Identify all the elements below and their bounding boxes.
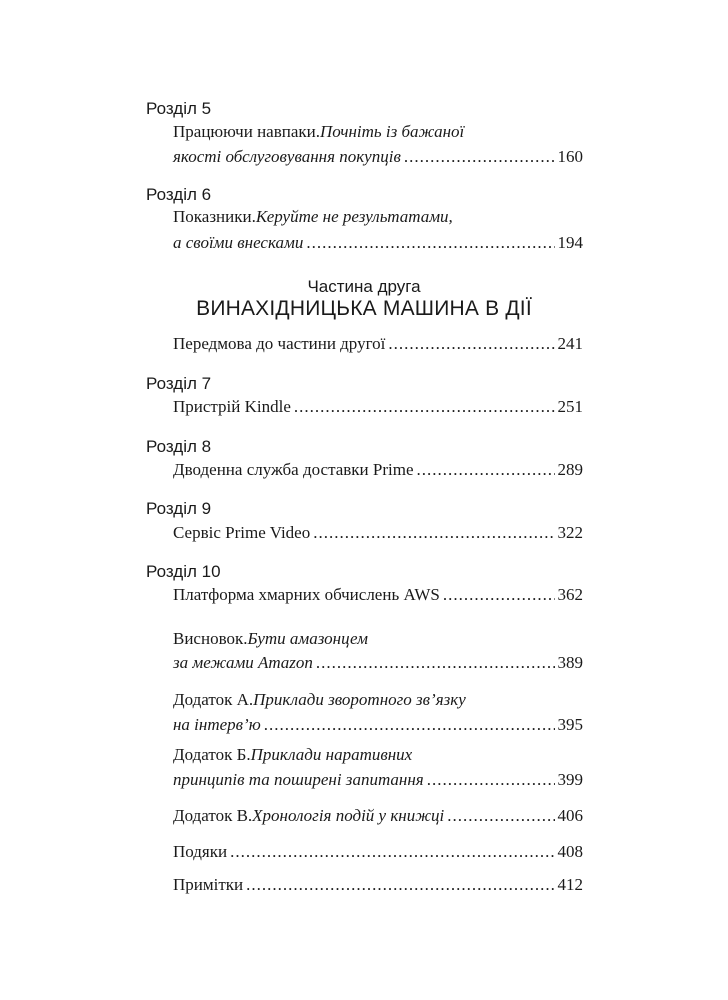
appendix-a-page: 395 — [557, 715, 583, 734]
chapter-7-label: Розділ 7 — [146, 374, 212, 393]
chapter-5-subtitle-1: Почніть із бажаної — [320, 122, 465, 141]
chapter-5-entry[interactable] — [173, 146, 583, 168]
dot-leader — [306, 232, 554, 254]
dot-leader — [404, 146, 555, 168]
dot-leader — [264, 714, 555, 736]
appendix-b-entry[interactable] — [173, 769, 583, 791]
part-two-title: ВИНАХІДНИЦЬКА МАШИНА В ДІЇ — [196, 297, 532, 320]
thanks-entry[interactable] — [173, 841, 583, 863]
chapter-5-title-line[interactable] — [173, 121, 583, 143]
thanks-title: Подяки — [173, 842, 228, 861]
chapter-7-entry[interactable] — [173, 396, 583, 418]
part-two-label: Частина друга — [307, 277, 421, 296]
chapter-7-page: 251 — [557, 397, 583, 416]
appendix-a-subtitle-2: на інтерв’ю — [173, 715, 261, 734]
chapter-8-title: Дводенна служба доставки Prime — [173, 460, 414, 479]
dot-leader — [230, 841, 554, 863]
chapter-6-page: 194 — [557, 233, 583, 252]
preface-page: 241 — [557, 334, 583, 353]
conclusion-entry[interactable] — [173, 652, 583, 674]
dot-leader — [443, 584, 555, 606]
dot-leader — [447, 805, 554, 827]
appendix-v-title: Додаток В. — [173, 806, 253, 825]
appendix-a-entry[interactable] — [173, 714, 583, 736]
dot-leader — [388, 333, 554, 355]
chapter-10-entry[interactable] — [173, 584, 583, 606]
preface-title: Передмова до частини другої — [173, 334, 386, 353]
appendix-a-title: Додаток А. — [173, 690, 254, 709]
chapter-9-entry[interactable] — [173, 522, 583, 544]
chapter-6-title-line[interactable] — [173, 206, 583, 228]
notes-title: Примітки — [173, 875, 244, 894]
chapter-7-title: Пристрій Kindle — [173, 397, 291, 416]
dot-leader — [427, 769, 555, 791]
chapter-5-label: Розділ 5 — [146, 99, 212, 118]
appendix-b-title-line[interactable] — [173, 744, 583, 766]
chapter-6-subtitle-2: а своїми внесками — [173, 233, 304, 252]
dot-leader — [246, 874, 554, 896]
thanks-page: 408 — [557, 842, 583, 861]
chapter-8-entry[interactable] — [173, 459, 583, 481]
chapter-9-title: Сервіс Prime Video — [173, 523, 311, 542]
preface-entry[interactable] — [173, 333, 583, 355]
chapter-8-page: 289 — [557, 460, 583, 479]
appendix-b-page: 399 — [557, 770, 583, 789]
chapter-5-subtitle-2: якості обслуговування покупців — [173, 147, 401, 166]
appendix-b-subtitle-1: Приклади наративних — [250, 745, 413, 764]
conclusion-subtitle-1: Бути амазонцем — [247, 629, 368, 648]
conclusion-title-line[interactable] — [173, 628, 583, 650]
chapter-6-title: Показники. — [173, 207, 256, 226]
dot-leader — [316, 652, 555, 674]
appendix-v-subtitle: Хронологія подій у книжці — [252, 806, 445, 825]
appendix-a-title-line[interactable] — [173, 689, 583, 711]
conclusion-page: 389 — [557, 653, 583, 672]
dot-leader — [313, 522, 554, 544]
chapter-9-page: 322 — [557, 523, 583, 542]
appendix-a-subtitle-1: Приклади зворотного зв’язку — [253, 690, 466, 709]
chapter-5-page: 160 — [557, 147, 583, 166]
dot-leader — [294, 396, 555, 418]
chapter-6-subtitle-1: Керуйте не результатами, — [255, 207, 453, 226]
notes-page: 412 — [557, 875, 583, 894]
appendix-v-page: 406 — [557, 806, 583, 825]
chapter-6-label: Розділ 6 — [146, 185, 212, 204]
chapter-9-label: Розділ 9 — [146, 499, 212, 518]
conclusion-subtitle-2: за межами Amazon — [173, 653, 313, 672]
chapter-10-label: Розділ 10 — [146, 562, 221, 581]
chapter-8-label: Розділ 8 — [146, 437, 212, 456]
chapter-6-entry[interactable] — [173, 232, 583, 254]
chapter-10-page: 362 — [557, 585, 583, 604]
conclusion-title: Висновок. — [173, 629, 248, 648]
appendix-b-subtitle-2: принципів та поширені запитання — [173, 770, 424, 789]
appendix-v-entry[interactable] — [173, 805, 583, 827]
chapter-5-title: Працюючи навпаки. — [173, 122, 320, 141]
notes-entry[interactable] — [173, 874, 583, 896]
appendix-b-title: Додаток Б. — [173, 745, 251, 764]
dot-leader — [417, 459, 555, 481]
chapter-10-title: Платформа хмарних обчислень AWS — [173, 585, 440, 604]
